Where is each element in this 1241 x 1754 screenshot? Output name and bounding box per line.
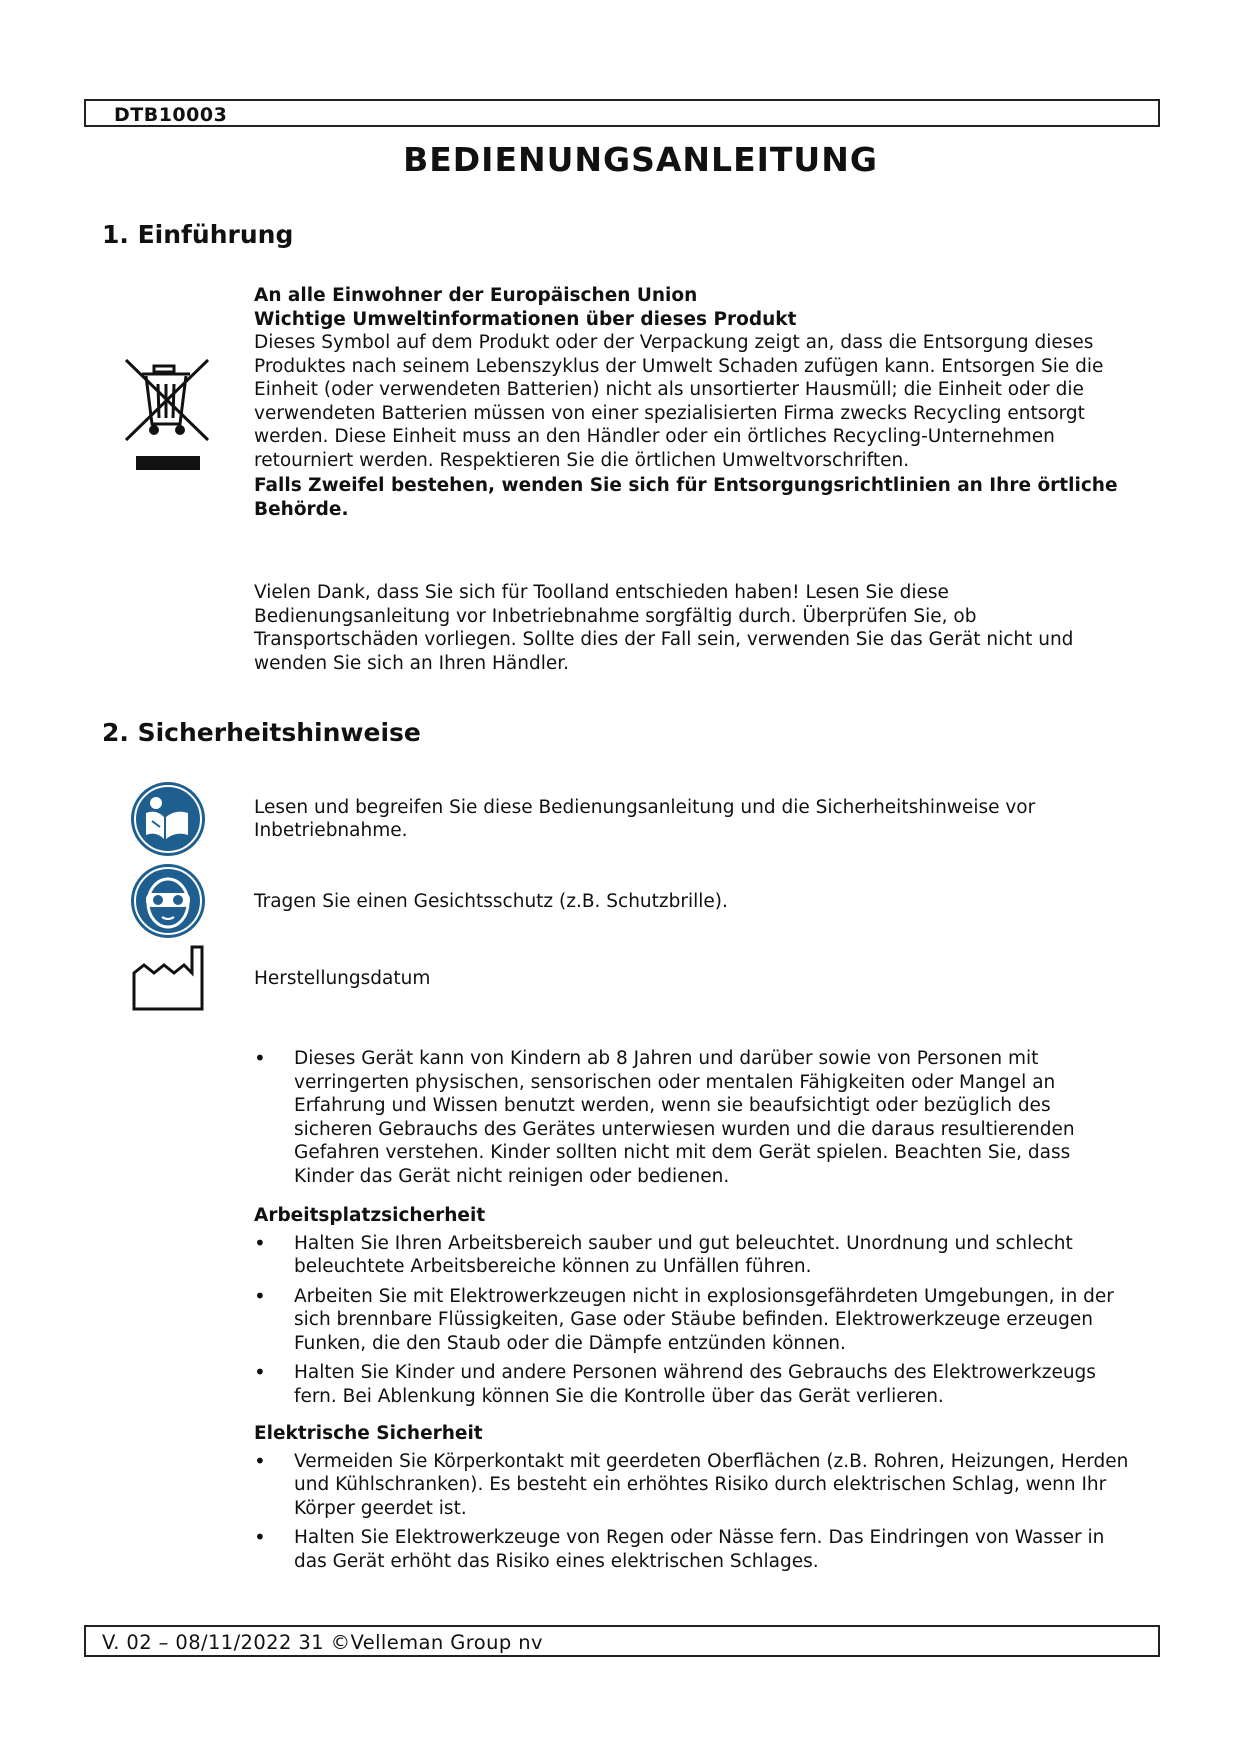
weee-bin-icon (124, 356, 214, 478)
workplace-bullet: • Arbeiten Sie mit Elektrowerkzeugen nicht in explosionsgefährdeten Umgebungen, in der sich brennbare Flüssigkeiten, Gase oder Stäube befinden. Elektrowerkzeuge erzeugen Funken, die den Staub oder die Dämpfe entzünden können. (254, 1285, 1134, 1356)
general-safety-bullet: • Dieses Gerät kann von Kindern ab 8 Jahren und darüber sowie von Personen mit verringerten physischen, sensorischen oder mentalen Fähigkeiten oder Mangel an Erfahrung und Wissen benutzt werden, wenn sie beaufsichtigt oder bezüglich des sicheren Gebrauchs des Gerätes unterwiesen wurden und die daraus resultierenden Gefahren verstehen. Kinder sollten nicht mit dem Gerät spielen. Beachten Sie, dass Kinder das Gerät nicht reinigen oder bedienen. (254, 1047, 1134, 1188)
electrical-bullet: • Vermeiden Sie Körperkontakt mit geerdeten Oberflächen (z.B. Rohren, Heizungen, Herden und Kühlschranken). Es besteht ein erhöhtes Risiko durch elektrischen Schlag, wenn Ihr Körper geerdet ist. (254, 1450, 1134, 1521)
footer-text: V. 02 – 08/11/2022 31 ©Velleman Group nv (102, 1631, 543, 1654)
document-title: BEDIENUNGSANLEITUNG (403, 140, 878, 179)
page-header (84, 99, 1160, 127)
eu-bold-note: Falls Zweifel bestehen, wenden Sie sich für Entsorgungsrichtlinien an Ihre örtliche Behörde. (254, 475, 1118, 520)
eu-heading-1: An alle Einwohner der Europäischen Union (254, 285, 698, 306)
electrical-bullet: • Halten Sie Elektrowerkzeuge von Regen oder Nässe fern. Das Eindringen von Wasser in das Gerät erhöht das Risiko eines elektrischen Schlages. (254, 1526, 1134, 1573)
page-footer (84, 1625, 1160, 1657)
eu-heading-2: Wichtige Umweltinformationen über dieses Produkt (254, 308, 797, 330)
section-heading-introduction: 1. Einführung (102, 220, 294, 249)
workplace-bullet: • Halten Sie Ihren Arbeitsbereich sauber und gut beleuchtet. Unordnung und schlecht beleuchtete Arbeitsbereiche können zu Unfällen führen. (254, 1232, 1134, 1279)
manufacture-date-icon (130, 943, 206, 1013)
model-code: DTB10003 (114, 104, 228, 126)
electrical-safety-heading: Elektrische Sicherheit (254, 1423, 483, 1444)
face-protection-icon (130, 863, 206, 939)
read-manual-text: Lesen und begreifen Sie diese Bedienungsanleitung und die Sicherheitshinweise vor Inbetriebnahme. (254, 797, 1036, 841)
eu-body: Dieses Symbol auf dem Produkt oder der Verpackung zeigt an, dass die Entsorgung dieses Produktes nach seinem Lebenszyklus der Umwelt Schaden zufügen kann. Entsorgen Sie die Einheit (oder verwendeten Batterien) nicht als unsortierter Hausmüll; die Einheit oder die verwendeten Batterien müssen von einer spezialisierten Firma zwecks Recycling entsorgt werden. Diese Einheit muss an den Händler oder ein örtliches Recycling-Unternehmen retourniert werden. Respektieren Sie die örtlichen Umweltvorschriften. (254, 332, 1104, 471)
workplace-safety-heading: Arbeitsplatzsicherheit (254, 1205, 486, 1226)
section-heading-safety: 2. Sicherheitshinweise (102, 718, 421, 747)
workplace-bullet: • Halten Sie Kinder und andere Personen während des Gebrauchs des Elektrowerkzeugs fern. Bei Ablenkung können Sie die Kontrolle über das Gerät verlieren. (254, 1361, 1134, 1408)
safety-content (254, 1047, 1134, 1579)
face-protection-text: Tragen Sie einen Gesichtsschutz (z.B. Schutzbrille). (254, 891, 728, 912)
read-manual-icon (130, 781, 206, 857)
eu-disposal-notice (254, 284, 1134, 521)
thanks-paragraph: Vielen Dank, dass Sie sich für Toolland entschieden haben! Lesen Sie diese Bedienungsanleitung vor Inbetriebnahme sorgfältig durch. Überprüfen Sie, ob Transportschäden vorliegen. Sollte dies der Fall sein, verwenden Sie das Gerät nicht und wenden Sie sich an Ihren Händler. (254, 582, 1074, 674)
manufacture-date-text: Herstellungsdatum (254, 968, 431, 989)
